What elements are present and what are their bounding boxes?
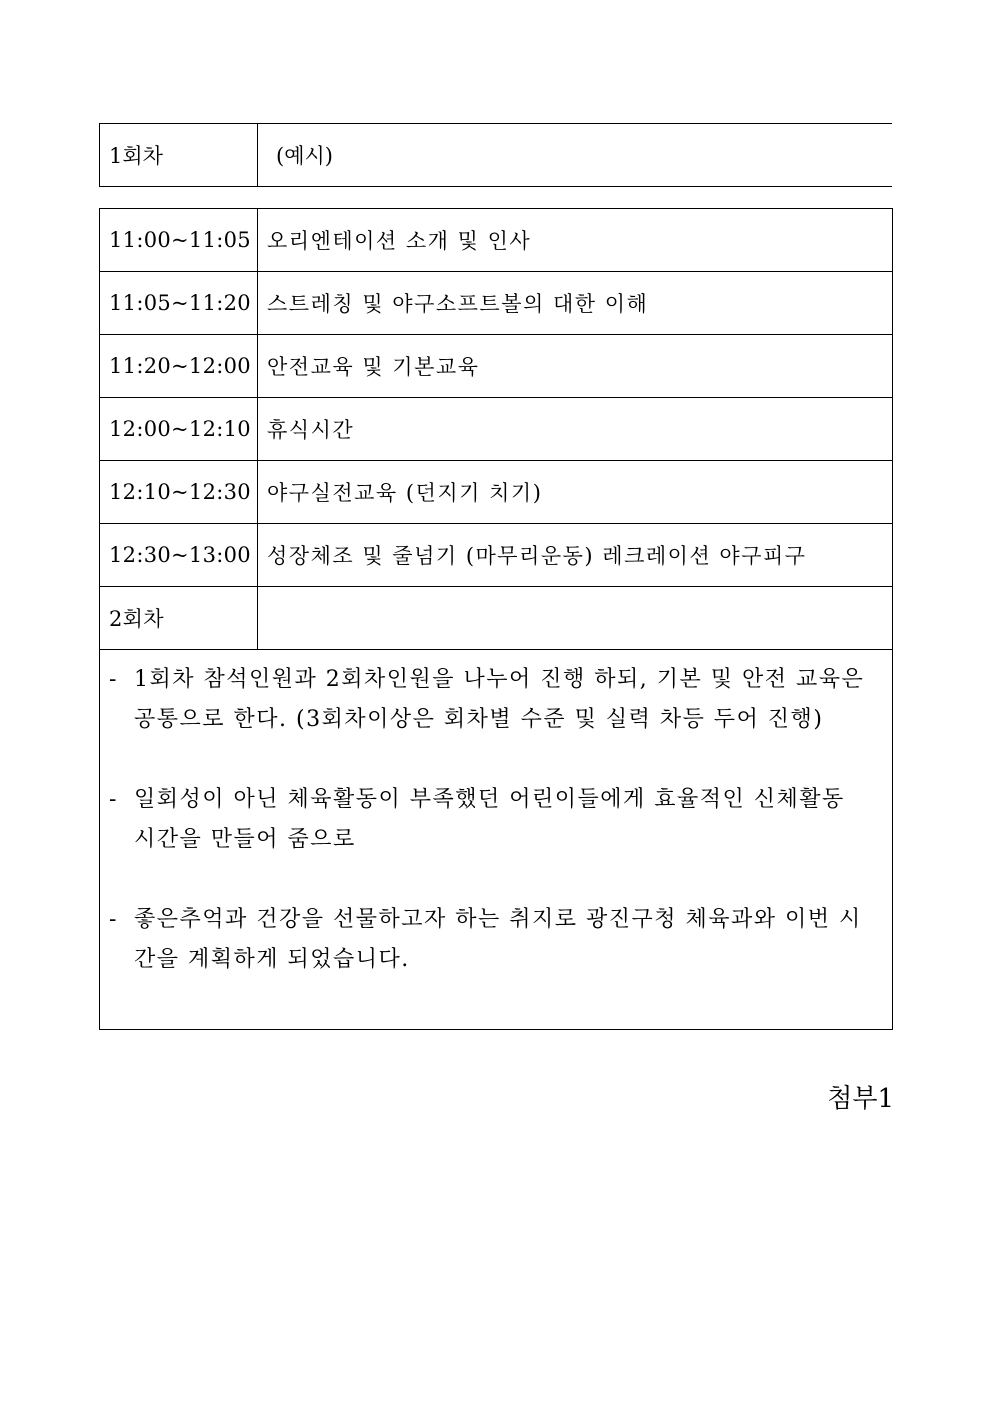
schedule-activity: 안전교육 및 기본교육 <box>258 335 893 398</box>
note-item <box>109 900 872 980</box>
session-header-table <box>99 123 892 187</box>
note-item <box>109 780 872 860</box>
table-row <box>100 524 893 587</box>
table-row <box>100 587 893 650</box>
session2-empty-cell <box>258 587 893 650</box>
table-row <box>100 209 893 272</box>
schedule-time: 11:00~11:05 <box>100 209 258 272</box>
schedule-time: 12:10~12:30 <box>100 461 258 524</box>
table-row <box>100 398 893 461</box>
schedule-table <box>99 208 893 1030</box>
schedule-time: 11:05~11:20 <box>100 272 258 335</box>
schedule-time: 12:30~13:00 <box>100 524 258 587</box>
note-text: 1회차 참석인원과 2회차인원을 나누어 진행 하되, 기본 및 안전 교육은 공통으로 한다. (3회차이상은 회차별 수준 및 실력 차등 두어 진행) <box>134 667 865 732</box>
schedule-activity: 오리엔테이션 소개 및 인사 <box>258 209 893 272</box>
session-label: 1회차 <box>100 124 258 186</box>
note-dash: - <box>109 667 118 692</box>
schedule-activity: 휴식시간 <box>258 398 893 461</box>
note-dash: - <box>109 787 118 812</box>
table-row <box>100 272 893 335</box>
schedule-activity: 스트레칭 및 야구소프트볼의 대한 이해 <box>258 272 893 335</box>
schedule-activity: 성장체조 및 줄넘기 (마무리운동) 레크레이션 야구피구 <box>258 524 893 587</box>
notes-cell <box>100 650 893 1030</box>
note-text: 일회성이 아닌 체육활동이 부족했던 어린이들에게 효율적인 신체활동 시간을 만들어 줌으로 <box>134 787 845 852</box>
example-label: (예시) <box>276 144 333 168</box>
table-row <box>100 335 893 398</box>
schedule-activity: 야구실전교육 (던지기 치기) <box>258 461 893 524</box>
note-dash: - <box>109 907 118 932</box>
note-item <box>109 660 872 740</box>
notes-row <box>100 650 893 1030</box>
schedule-time: 11:20~12:00 <box>100 335 258 398</box>
attachment-label: 첨부1 <box>827 1084 894 1114</box>
schedule-time: 12:00~12:10 <box>100 398 258 461</box>
note-text: 좋은추억과 건강을 선물하고자 하는 취지로 광진구청 체육과와 이번 시간을 계획하게 되었습니다. <box>134 907 862 972</box>
session2-label: 2회차 <box>100 587 258 650</box>
table-row <box>100 461 893 524</box>
